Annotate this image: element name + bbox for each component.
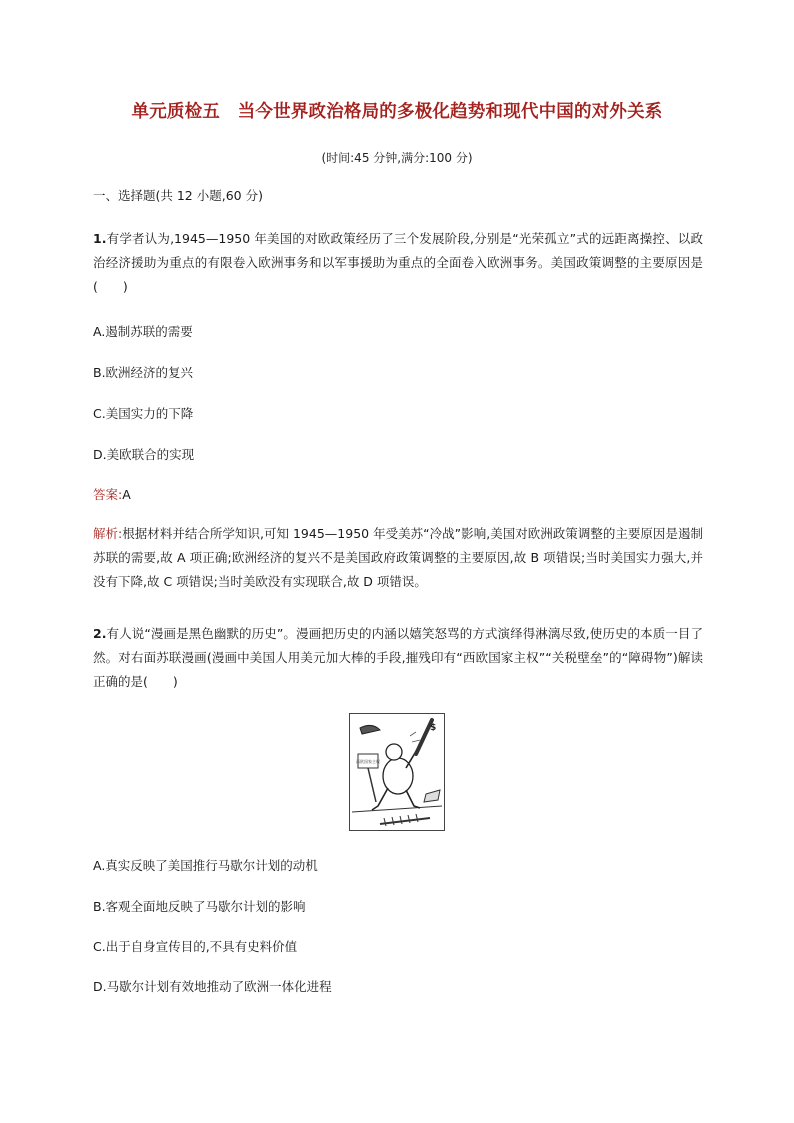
q1-option-a: A.遏制苏联的需要 bbox=[93, 324, 193, 339]
svg-text:$: $ bbox=[430, 723, 437, 733]
question-1-text: 有学者认为,1945—1950 年美国的对欧政策经历了三个发展阶段,分别是“光荣孤立”式的远距离操控、以政治经济援助为重点的有限卷入欧洲事务和以军事援助为重点的全面卷入欧洲事务。美国政策调整的主要原因是( ) bbox=[93, 231, 703, 294]
explanation-label: 解析: bbox=[93, 526, 123, 541]
soviet-cartoon-image bbox=[349, 713, 445, 831]
q2-option-c: C.出于自身宣传目的,不具有史料价值 bbox=[93, 939, 298, 954]
question-number: 1. bbox=[93, 231, 107, 246]
q2-option-b: B.客观全面地反映了马歇尔计划的影响 bbox=[93, 899, 306, 914]
question-1 bbox=[93, 227, 703, 299]
q2-option-a: A.真实反映了美国推行马歇尔计划的动机 bbox=[93, 858, 318, 873]
explanation-text: 根据材料并结合所学知识,可知 1945—1950 年受美苏“冷战”影响,美国对欧洲政策调整的主要原因是遏制苏联的需要,故 A 项正确;欧洲经济的复兴不是美国政府政策调整的主要原因,故 B 项错误;当时美国实力强大,并没有下降,故 C 项错误;当时美欧没有实现联合,故 D 项错误。 bbox=[93, 526, 703, 589]
cartoon-sign-label: 西欧国家主权 bbox=[356, 759, 380, 764]
page-title: 单元质检五 当今世界政治格局的多极化趋势和现代中国的对外关系 bbox=[131, 102, 663, 122]
q1-explanation bbox=[93, 522, 703, 594]
q2-option-d: D.马歇尔计划有效地推动了欧洲一体化进程 bbox=[93, 979, 332, 994]
exam-info: (时间:45 分钟,满分:100 分) bbox=[321, 151, 473, 165]
question-2 bbox=[93, 622, 703, 694]
q1-option-d: D.美欧联合的实现 bbox=[93, 447, 195, 462]
question-2-text: 有人说“漫画是黑色幽默的历史”。漫画把历史的内涵以嬉笑怒骂的方式演绎得淋漓尽致,使历史的本质一目了然。对右面苏联漫画(漫画中美国人用美元加大棒的手段,摧残印有“西欧国家主权”“关税壁垒”的“障碍物”)解读正确的是( ) bbox=[93, 626, 703, 689]
answer-value: A bbox=[122, 487, 131, 502]
question-number: 2. bbox=[93, 626, 107, 641]
section-heading: 一、选择题(共 12 小题,60 分) bbox=[93, 188, 263, 203]
cartoon-drawing bbox=[350, 714, 444, 830]
q1-option-c: C.美国实力的下降 bbox=[93, 406, 194, 421]
q1-answer bbox=[93, 485, 131, 503]
q1-option-b: B.欧洲经济的复兴 bbox=[93, 365, 194, 380]
answer-label: 答案: bbox=[93, 487, 123, 502]
